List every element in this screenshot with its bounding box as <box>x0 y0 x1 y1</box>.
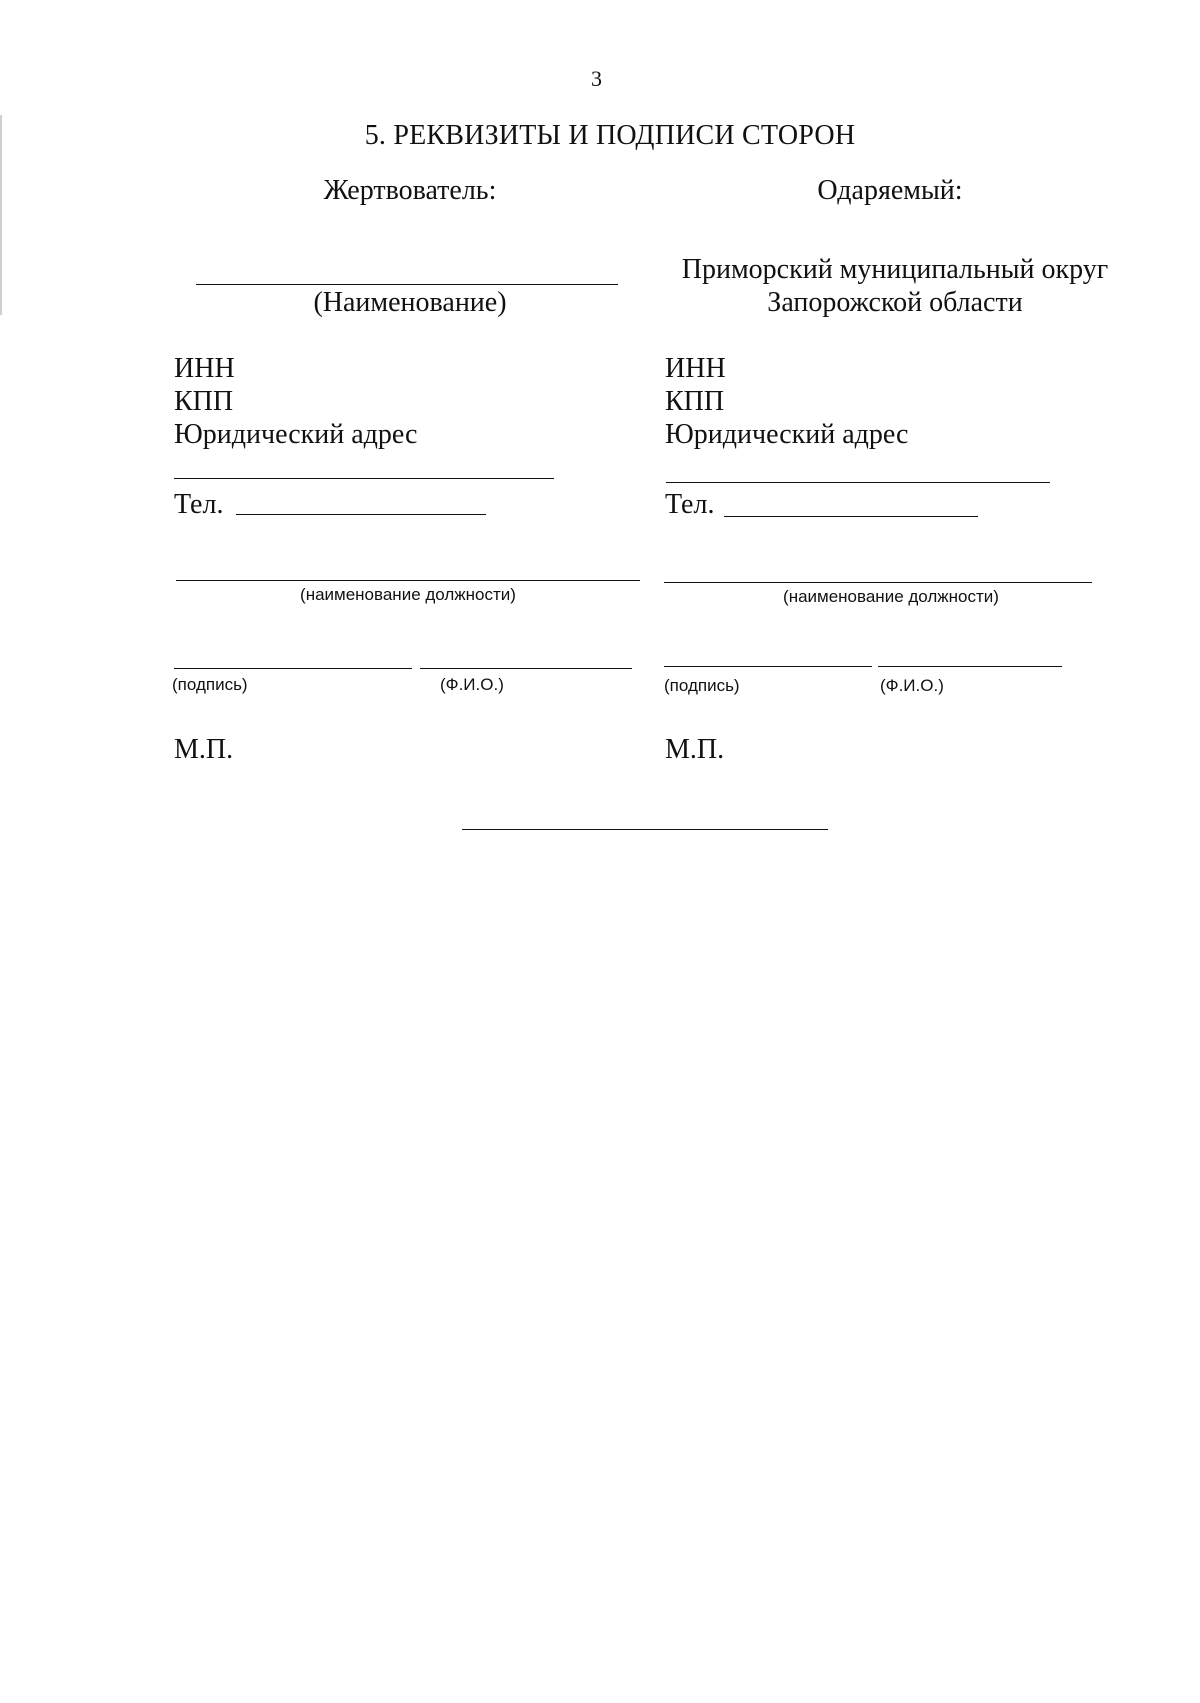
donor-phone-label: Тел. <box>174 489 224 520</box>
recipient-inn-label: ИНН <box>665 353 726 384</box>
section-title: 5. РЕКВИЗИТЫ И ПОДПИСИ СТОРОН <box>364 120 856 151</box>
recipient-signature-line <box>664 666 872 667</box>
closing-rule <box>462 829 828 830</box>
recipient-signature-hint: (подпись) <box>664 676 740 695</box>
donor-position-line <box>176 580 640 581</box>
donor-fio-line <box>420 668 632 669</box>
donor-signature-hint: (подпись) <box>172 675 248 694</box>
donor-fio-hint: (Ф.И.О.) <box>440 675 504 694</box>
recipient-fio-line <box>878 666 1062 667</box>
donor-signature-line <box>174 668 412 669</box>
recipient-phone-line <box>724 516 978 517</box>
donor-name-line <box>196 284 618 285</box>
recipient-kpp-label: КПП <box>665 386 725 417</box>
recipient-position-line <box>664 582 1092 583</box>
recipient-name-line1: Приморский муниципальный округ <box>681 254 1109 285</box>
recipient-name-line2: Запорожской области <box>767 287 1023 318</box>
donor-inn-label: ИНН <box>174 353 235 384</box>
scan-margin-mark <box>0 115 2 315</box>
page-number: 3 <box>591 66 602 91</box>
recipient-position-hint: (наименование должности) <box>783 587 999 606</box>
donor-address-label: Юридический адрес <box>174 419 418 450</box>
donor-seal-label: М.П. <box>174 734 234 765</box>
donor-phone-line <box>236 514 486 515</box>
recipient-address-line <box>666 482 1050 483</box>
recipient-phone-label: Тел. <box>665 489 715 520</box>
recipient-fio-hint: (Ф.И.О.) <box>880 676 944 695</box>
recipient-address-label: Юридический адрес <box>665 419 909 450</box>
donor-kpp-label: КПП <box>174 386 234 417</box>
recipient-seal-label: М.П. <box>665 734 725 765</box>
donor-position-hint: (наименование должности) <box>300 585 516 604</box>
donor-name-hint: (Наименование) <box>313 287 507 318</box>
donor-address-line <box>174 478 554 479</box>
recipient-heading: Одаряемый: <box>817 175 963 206</box>
donor-heading: Жертвователь: <box>323 175 497 206</box>
